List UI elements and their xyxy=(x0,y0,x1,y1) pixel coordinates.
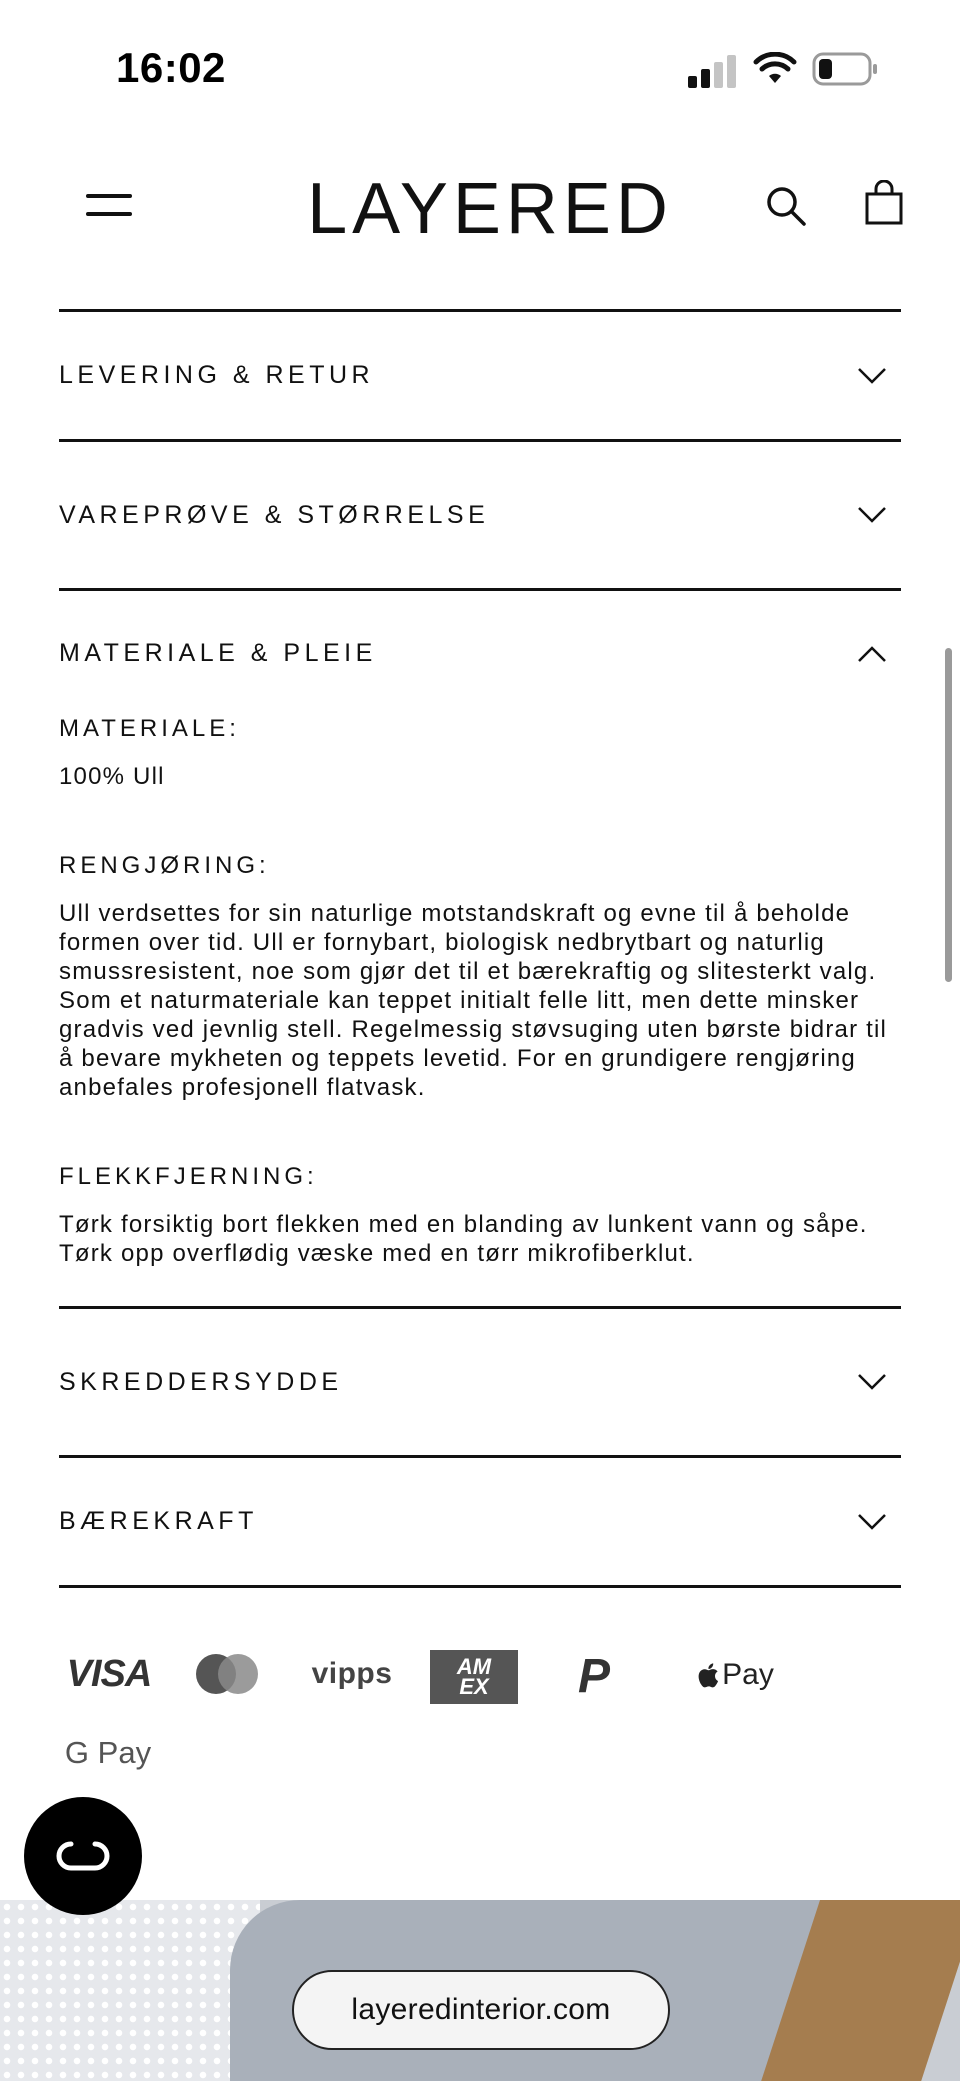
accordion-label: LEVERING & RETUR xyxy=(59,361,375,389)
chevron-down-icon xyxy=(857,506,887,524)
section-heading: MATERIALE: xyxy=(59,715,240,742)
accordion-divider xyxy=(59,1585,901,1588)
site-logo[interactable]: LAYERED xyxy=(307,169,673,249)
apple-pay-icon xyxy=(675,1650,795,1700)
rengjoring-section xyxy=(59,851,901,1102)
section-heading: FLEKKFJERNING: xyxy=(59,1163,318,1190)
site-header xyxy=(0,150,960,260)
accordion-header-skreddersydde[interactable] xyxy=(59,1309,901,1455)
wifi-icon xyxy=(753,52,797,86)
flekkfjerning-section xyxy=(59,1162,901,1268)
accordion-label: BÆREKRAFT xyxy=(59,1507,258,1535)
chat-button[interactable] xyxy=(24,1797,142,1915)
vipps-icon: vipps xyxy=(311,1657,393,1690)
product-info-accordion xyxy=(59,309,901,1588)
paypal-icon: P xyxy=(577,1649,610,1703)
accordion-header-baerekraft[interactable] xyxy=(59,1458,901,1585)
chevron-down-icon xyxy=(857,1373,887,1391)
search-icon[interactable] xyxy=(764,184,808,228)
accordion-item-materiale xyxy=(59,588,901,1306)
apple-logo-icon xyxy=(696,1661,720,1689)
section-heading: RENGJØRING: xyxy=(59,852,270,879)
menu-icon[interactable] xyxy=(86,190,134,220)
battery-icon xyxy=(812,52,878,86)
accordion-item-baerekraft xyxy=(59,1455,901,1585)
chat-icon xyxy=(51,1840,115,1872)
accordion-item-skreddersydde xyxy=(59,1306,901,1455)
section-text: Ull verdsettes for sin naturlige motstandskraft og evne til å beholde formen over tid. Ull er fornybart, biologisk nedbrytbart og naturlig smussresistent, noe som gjør det til et bærekraftig og slitesterkt valg. Som et naturmateriale kan teppet initialt felle litt, men dette minsker gradvis ved jevnlig stell. Regelmessig støvsuging uten børste bidrar til å bevare mykheten og teppets levetid. For en grundigere rengjøring anbefales profesjonell flatvask. xyxy=(59,900,888,1101)
chevron-down-icon xyxy=(857,1513,887,1531)
accordion-header-vareprove[interactable] xyxy=(59,442,901,588)
apple-pay-label: Pay xyxy=(722,1658,774,1691)
accordion-item-levering xyxy=(59,309,901,439)
mastercard-icon xyxy=(192,1652,262,1696)
accordion-item-vareprove xyxy=(59,439,901,588)
google-pay-icon: G Pay xyxy=(64,1735,152,1770)
visa-icon: VISA xyxy=(66,1652,152,1695)
accordion-header-materiale[interactable] xyxy=(59,591,901,716)
amex-icon xyxy=(430,1650,518,1704)
cart-icon[interactable] xyxy=(864,180,904,226)
status-bar xyxy=(0,0,960,130)
section-text: 100% Ull xyxy=(59,763,165,790)
accordion-label: MATERIALE & PLEIE xyxy=(59,639,377,667)
signal-icon xyxy=(688,54,738,88)
accordion-content-materiale xyxy=(59,714,901,1306)
browser-url-bar[interactable]: layeredinterior.com xyxy=(292,1970,670,2050)
amex-line1: AM xyxy=(456,1654,492,1679)
chevron-down-icon xyxy=(857,367,887,385)
accordion-label: VAREPRØVE & STØRRELSE xyxy=(59,500,490,529)
accordion-label: SKREDDERSYDDE xyxy=(59,1367,343,1396)
section-text: Tørk forsiktig bort flekken med en blanding av lunkent vann og såpe. Tørk opp overflødig væske med en tørr mikrofiberklut. xyxy=(59,1211,868,1267)
accordion-header-levering[interactable] xyxy=(59,312,901,439)
scrollbar-thumb[interactable] xyxy=(945,648,952,982)
materiale-section xyxy=(59,714,901,791)
amex-line2: EX xyxy=(459,1674,489,1699)
status-time: 16:02 xyxy=(116,44,226,91)
chevron-up-icon xyxy=(857,645,887,663)
